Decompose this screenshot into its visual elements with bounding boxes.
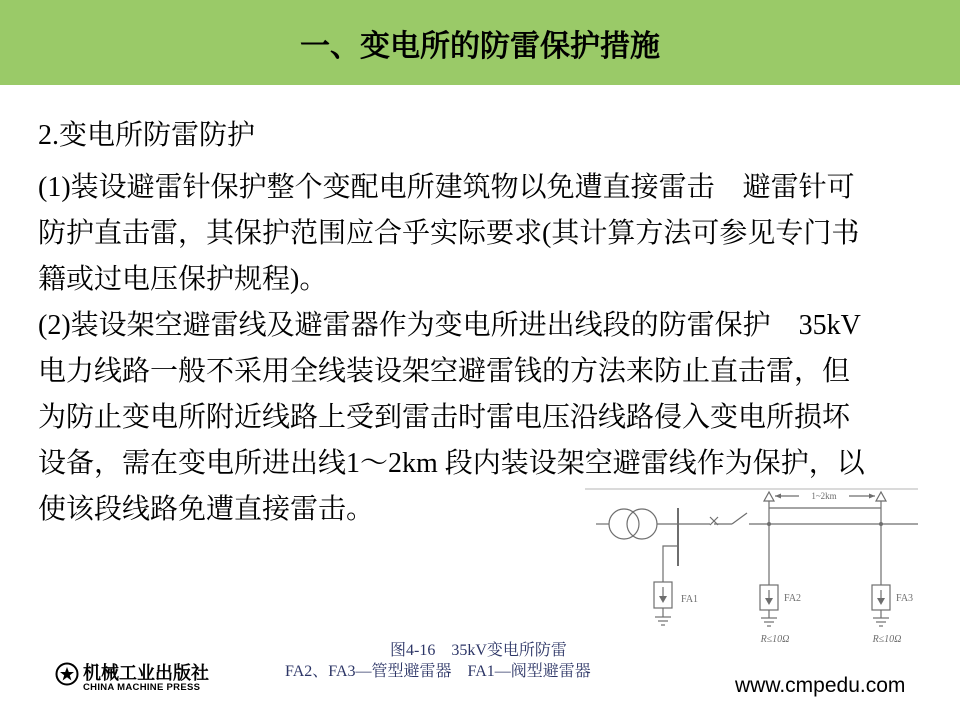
- fa2-arrow-head: [765, 598, 773, 605]
- figure-caption-title: 图4-16 35kV变电所防雷: [390, 642, 567, 659]
- arrester-fa2: [760, 501, 801, 645]
- dimension-arrow-left: [775, 494, 781, 499]
- body-line: 电力线路一般不采用全线装设架空避雷钱的方法来防止直击雷，但: [38, 356, 851, 387]
- fa1-label: FA1: [681, 594, 699, 605]
- fa3-junction-dot: [879, 522, 883, 526]
- dimension-arrow-right: [869, 494, 875, 499]
- fa3-arrow-head: [877, 598, 885, 605]
- fa2-label: FA2: [784, 593, 802, 604]
- body-line: 使该段线路免遭直接雷击。: [38, 494, 375, 525]
- body-line: (1)装设避雷针保护整个变配电所建筑物以免遭直接雷击 避雷针可: [38, 172, 855, 203]
- slide-title: 一、变电所的防雷保护措施: [300, 30, 660, 63]
- fa2-resistance-label: R≤10Ω: [760, 634, 790, 645]
- body-line: 设备，需在变电所进出线1～2km 段内装设架空避雷线作为保护，以: [38, 448, 865, 479]
- publisher-name-cn: 机械工业出版社: [83, 663, 209, 683]
- body-line: 籍或过电压保护规程)。: [38, 264, 328, 295]
- fa2-junction-dot: [767, 522, 771, 526]
- transformer-winding-2: [627, 509, 657, 539]
- website-url: www.cmpedu.com: [735, 674, 906, 697]
- tower-top-fa2-icon: [764, 492, 774, 501]
- body-line: 为防止变电所附近线路上受到雷击时雷电压沿线路侵入变电所损坏: [38, 402, 851, 433]
- disconnector-switch-blade: [732, 513, 747, 524]
- transformer-symbol: [596, 509, 678, 539]
- publisher-name-en: CHINA MACHINE PRESS: [83, 682, 201, 693]
- fa3-resistance-label: R≤10Ω: [872, 634, 902, 645]
- fa1-arrow-head: [659, 596, 667, 603]
- arrester-fa3: [872, 501, 913, 645]
- title-bar: [0, 0, 960, 85]
- fa3-label: FA3: [896, 593, 914, 604]
- lightning-protection-diagram: [585, 486, 920, 652]
- ground-icon: [655, 608, 671, 625]
- ground-icon: [761, 610, 777, 626]
- body-text: [38, 165, 938, 533]
- overhead-ground-wire: [764, 491, 886, 508]
- tower-top-fa3-icon: [876, 492, 886, 501]
- figure-caption-legend: FA2、FA3—管型避雷器 FA1—阀型避雷器: [285, 663, 591, 680]
- ground-icon: [873, 610, 889, 626]
- fa1-tap-line: [663, 546, 678, 582]
- body-line: (2)装设架空避雷线及避雷器作为变电所进出线段的防雷保护 35kV: [38, 310, 861, 341]
- arrester-fa1: [654, 546, 698, 625]
- distance-label: 1~2km: [811, 491, 837, 501]
- transformer-winding-1: [609, 509, 639, 539]
- body-line: 防护直击雷，其保护范围应合乎实际要求(其计算方法可参见专门书: [38, 218, 860, 249]
- publisher-logo-icon: [55, 662, 79, 686]
- section-heading: 2.变电所防雷防护: [38, 120, 256, 151]
- logo-star: [60, 667, 74, 681]
